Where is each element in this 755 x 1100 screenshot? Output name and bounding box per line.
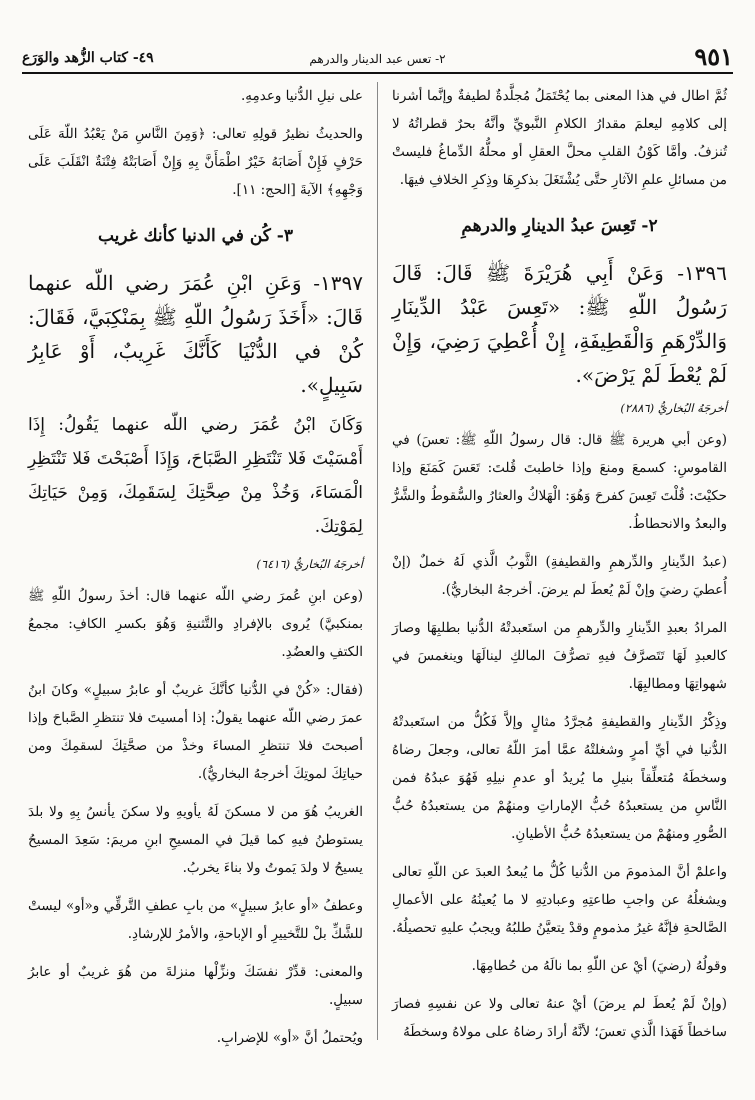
- paragraph: الغريبُ هُوَ من لا مسكنَ لَهُ يأويهِ ولا سكنَ يأنسُ بِهِ ولا بلدَ يستوطنُ فيهِ كما قيلَ في المسيحِ ابنِ مريمَ: سَعِدَ المسيحُ يسيحُ لا ولدَ يَموتُ ولا بناءَ يخربُ.: [28, 804, 363, 876]
- section-title: ٢- تعس عبد الدينار والدرهم: [309, 52, 446, 66]
- right-column: [392, 82, 727, 1056]
- paragraph: والمعنى: قدِّرْ نفسَكَ ونزِّلْها منزلةَ من هُوَ غريبٌ أو عابرُ سبيلٍ.: [28, 964, 363, 1008]
- paragraph: وذِكْرُ الدِّينارِ والقطيفةِ مُجرَّدُ مثالٍ وإلاَّ فَكُلُّ من استَعبدتْهُ الدُّنيا في أيِّ أمرٍ وشغلتْهُ عمَّا أمرَ اللّهُ تعالى، وجعلَ رضاهُ وسخطَهُ مُتعلِّقاً بنيلِ ما يُريدُ أو عدمِ نيلِهِ فَهُوَ عبدُهُ فمن النَّاسِ من يستعبدُهُ حُبُّ الإماراتِ ومنهُمْ من يستعبدُهُ حُبُّ الصُّورِ ومنهُمْ من يستعبدُهُ حُبُّ الأطيانِ.: [392, 714, 727, 842]
- hadith-text: ١٣٩٧- وَعَنِ ابْنِ عُمَرَ رضي اللّه عنهما قَالَ: «أَخَذَ رَسُولُ اللّهِ ﷺ بِمَنْكِبَيَّ، فَقَالَ: كُنْ في الدُّنْيَا كَأَنَّكَ غَرِيبٌ، أَوْ عَابِرُ سَبِيلٍ».: [28, 271, 363, 397]
- paragraph: ويُحتملُ أنَّ «أو» للإضرابِ.: [216, 1030, 363, 1046]
- book-title: ٤٩- كتاب الزُّهد والوَرَع: [22, 50, 154, 66]
- hadith-source: أخرجَهُ البُخاريُّ (٢٨٨٦): [620, 401, 727, 415]
- hadith-text: وَكَانَ ابْنُ عُمَرَ رضي اللّه عنهما يَقُولُ: إِذَا أَمْسَيْتَ فَلا تَنْتَظِرِ الصَّبَاحَ، وَإِذَا أَصْبَحْتَ فَلا تَنْتَظِرِ الْمَسَاءَ، وَخُذْ مِنْ صِحَّتِكَ لِسَقَمِكَ، وَمِنْ حَيَاتِكَ لِمَوْتِكَ.: [28, 415, 363, 537]
- page-number: ٩٥١: [694, 42, 733, 71]
- paragraph: وعطفُ «أو عابرُ سبيلٍ» من بابِ عطفِ التَّرقِّي و«أو» ليستْ للشَّكِّ بلْ للتَّخييرِ أو الإباحةِ، والأمرُ للإرشادِ.: [28, 898, 363, 942]
- paragraph: (وعن ابنِ عُمرَ رضي اللّه عنهما قال: أخذَ رسولُ اللّهِ ﷺ بمنكبيَّ) يُروى بالإفرادِ والتَّثنيةِ وَهُوَ بكسرِ الكافِ: مجمعُ الكتفِ والعضُدِ.: [28, 588, 363, 660]
- paragraph: واعلمْ أنَّ المذمومَ من الدُّنيا كُلُّ ما يُبعدُ العبدَ عن اللّهِ تعالى ويشغلُهُ عن واجبِ طاعتِهِ وعبادتِهِ لا ما يُعينُهُ على الأعمالِ الصَّالحةِ فإنَّهُ غيرُ مذمومٍ وقدْ يتعيَّنُ طلبُهُ ويجبُ عليهِ تحصيلُهُ.: [391, 864, 727, 936]
- paragraph: (فقال: «كُنْ في الدُّنيا كأنَّكَ غريبٌ أو عابرُ سبيلٍ» وكانَ ابنُ عمرَ رضي اللّه عنهما يقولُ: إذا أمسيتَ فلا تنتظرِ الصَّباحَ وإذا أصبحتَ فلا تنتظرِ المساءَ وخذْ من صحَّتِكَ لسقمِكَ ومن حياتِكَ لموتِكَ أخرجهُ البخاريُّ).: [28, 682, 363, 782]
- paragraph: على نيلِ الدُّنيا وعدمِهِ.: [240, 88, 363, 104]
- hadith-source: أخرجَهُ البُخاريُّ (٦٤١٦): [256, 557, 363, 571]
- paragraph: وقولُهُ (رضيَ) أيْ عن اللّهِ بما نالَهُ من حُطامِهَا.: [471, 958, 727, 974]
- column-divider: [377, 82, 378, 1040]
- paragraph: (عبدُ الدِّينارِ والدِّرهمِ والقطيفةِ) الثَّوبُ الَّذي لَهُ خملٌ (إنْ أُعطيَ رضيَ وإنْ لَمْ يُعطَ لم يرضَ. أخرجهُ البخاريُّ).: [392, 554, 727, 598]
- running-header: [22, 38, 733, 74]
- chapter-heading: ٣- كُن في الدنيا كأنك غريب: [97, 226, 293, 246]
- hadith-text: ١٣٩٦- وَعَنْ أَبِي هُرَيْرَةَ ﷺ قَالَ: قَالَ رَسُولُ اللّهِ ﷺ: «تَعِسَ عَبْدُ الدِّينَارِ وَالدِّرْهَمِ وَالْقَطِيفَةِ، إِنْ أُعْطِيَ رَضِيَ، وَإِنْ لَمْ يُعْطَ لَمْ يَرْضَ».: [392, 261, 727, 387]
- paragraph: ثُمَّ اطال في هذا المعنى بما يُحْتَمَلُ مُجلَّدةٌ لطيفةٌ وإنَّما أشرنا إلى كلامِهِ ليعلمَ مقدارُ الكلامِ النَّبويِّ وأنَّهُ بحرٌ قطراتُهُ لا تُنزفُ. وأمَّا كَوْنُ القلبِ محلَّ العقلِ أو محلُّهُ الدِّماغُ فليستْ من مسائلِ علمِ الآثارِ حتَّى يُشْتَغَلَ بذكرِهَا وذِكرِ الخلافِ فيهَا.: [392, 88, 727, 188]
- paragraph: (وعن أبي هريرة ﷺ قال: قال رسولُ اللّهِ ﷺ: تعسَ) في القاموسِ: كسمعَ ومنعَ وإذا خاطبتَ قُلتَ: تَعَسَ كَمَنَعَ وإذا حكيْتَ: قُلْتَ تَعِسَ كفرحَ وَهُوَ: الْهَلاكُ والعثارُ والسُّقوطُ والشَّرُّ والبعدُ والانحطاطُ.: [392, 432, 727, 532]
- paragraph: (وإنْ لَمْ يُعطَ لم يرضَ) أيْ عنهُ تعالى ولا عن نفسِهِ فصارَ ساخطاً فَهَذا الَّذي تعسَ؛ لأنَّهُ أرادَ رضاهُ على مولاهُ وسخطَهُ: [392, 996, 727, 1040]
- chapter-heading: ٢- تَعِسَ عبدُ الدينارِ والدرهمِ: [461, 216, 658, 236]
- paragraph: المرادُ بعبدِ الدِّينارِ والدِّرهمِ من استَعبدتْهُ الدُّنيا بطلبِهَا وصارَ كالعبدِ لَهَا تَتَصرَّفُ فيهِ تصرُّفَ المالكِ لينالَهَا وينغمسَ في شهواتِهَا ومطالبِهَا.: [392, 620, 727, 692]
- paragraph: والحديثُ نظيرُ قولِهِ تعالى: ﴿وَمِنَ النَّاسِ مَنْ يَعْبُدُ اللّهَ عَلَى حَرْفٍ فَإِنْ أَصَابَهُ خَيْرٌ اطْمَأَنَّ بِهِ وَإِنْ أَصَابَتْهُ فِتْنَةٌ انْقَلَبَ عَلَى وَجْهِهِ﴾ الآيةَ [الحج: ١١].: [28, 126, 363, 198]
- left-column: [28, 82, 363, 1062]
